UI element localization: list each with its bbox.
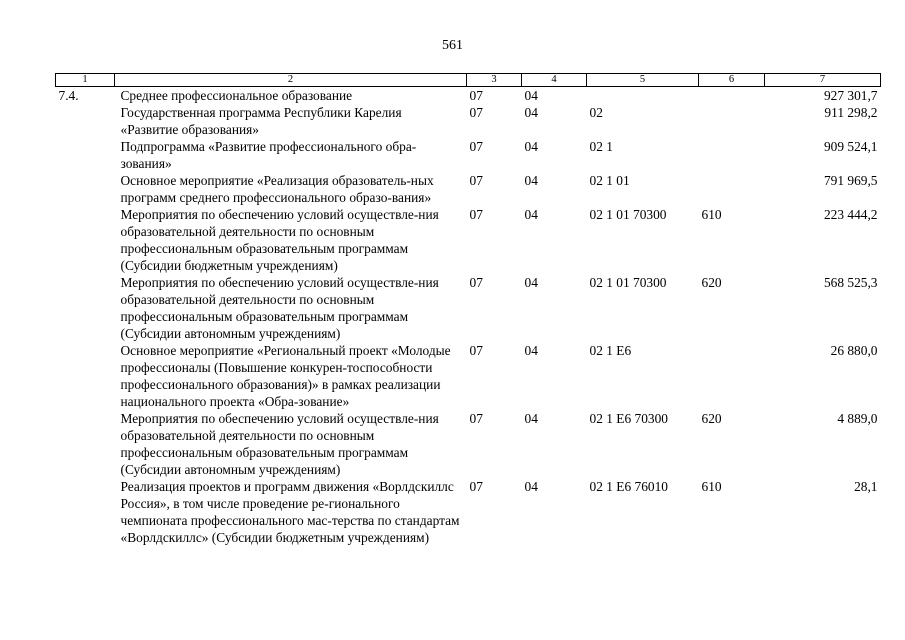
table-row (56, 206, 881, 274)
row-name: Основное мероприятие «Реализация образователь-ных программ среднего профессионального образо-вания» (120, 173, 434, 205)
table-row (56, 87, 881, 105)
row-section: 07 (469, 173, 483, 188)
row-name: Мероприятия по обеспечению условий осуществле-ния образовательной деятельности по основным профессиональным образовательным программам (Субсидии бюджетным учреждениям) (120, 207, 439, 273)
row-expense-type: 620 (701, 275, 722, 290)
row-section: 07 (469, 479, 483, 494)
row-name: Среднее профессиональное образование (120, 88, 353, 103)
row-amount: 4 889,0 (837, 411, 878, 426)
row-amount: 568 525,3 (823, 275, 878, 290)
row-expense-type (699, 87, 765, 105)
row-subsection: 04 (524, 411, 538, 426)
row-target-article: 02 (589, 105, 603, 120)
row-subsection: 04 (524, 139, 538, 154)
header-col-7: 7 (765, 74, 881, 87)
row-section: 07 (469, 411, 483, 426)
row-target-article: 02 1 01 70300 (589, 275, 667, 290)
row-target-article: 02 1 01 (589, 173, 630, 188)
row-amount: 911 298,2 (824, 105, 878, 120)
table-row (56, 104, 881, 138)
row-number (56, 172, 115, 206)
row-amount: 26 880,0 (830, 343, 878, 358)
row-name: Государственная программа Республики Карелия «Развитие образования» (120, 105, 402, 137)
row-expense-type: 610 (701, 479, 722, 494)
row-name: Реализация проектов и программ движения «Ворлдскиллс Россия», в том числе проведение ре-гионального чемпионата профессионального мас-терства по стандартам «Ворлдскиллс» (Субсидии бюджетным учреждениям) (120, 479, 460, 545)
row-subsection: 04 (524, 343, 538, 358)
budget-table (55, 73, 881, 546)
header-col-4: 4 (522, 74, 587, 87)
row-expense-type (699, 138, 765, 172)
row-target-article: 02 1 (589, 139, 613, 154)
header-col-2: 2 (115, 74, 467, 87)
row-number: 7.4. (58, 88, 79, 103)
row-amount: 791 969,5 (823, 173, 878, 188)
row-amount: 927 301,7 (823, 88, 878, 103)
row-section: 07 (469, 88, 483, 103)
row-name: Мероприятия по обеспечению условий осуществле-ния образовательной деятельности по основным профессиональным образовательным программам (Субсидии автономным учреждениям) (120, 275, 439, 341)
row-section: 07 (469, 275, 483, 290)
table-header (56, 74, 881, 87)
row-expense-type (699, 172, 765, 206)
header-col-3: 3 (467, 74, 522, 87)
row-number (56, 342, 115, 410)
row-subsection: 04 (524, 173, 538, 188)
table-row (56, 342, 881, 410)
table-row (56, 138, 881, 172)
table-row (56, 410, 881, 478)
page-number: 561 (442, 38, 463, 53)
row-number (56, 478, 115, 546)
row-subsection: 04 (524, 88, 538, 103)
row-section: 07 (469, 105, 483, 120)
row-target-article: 02 1 E6 (589, 343, 632, 358)
row-subsection: 04 (524, 479, 538, 494)
row-subsection: 04 (524, 275, 538, 290)
header-col-1: 1 (56, 74, 115, 87)
row-name: Мероприятия по обеспечению условий осуществле-ния образовательной деятельности по основным профессиональным образовательным программам (Субсидии автономным учреждениям) (120, 411, 439, 477)
row-number (56, 104, 115, 138)
row-amount: 28,1 (854, 479, 878, 494)
row-section: 07 (469, 207, 483, 222)
row-target-article (587, 87, 699, 105)
row-target-article: 02 1 E6 70300 (589, 411, 668, 426)
row-section: 07 (469, 343, 483, 358)
row-target-article: 02 1 01 70300 (589, 207, 667, 222)
header-col-5: 5 (587, 74, 699, 87)
row-expense-type: 620 (701, 411, 722, 426)
row-name: Подпрограмма «Развитие профессионального обра-зования» (120, 139, 417, 171)
row-number (56, 274, 115, 342)
row-subsection: 04 (524, 207, 538, 222)
table-body (56, 87, 881, 547)
row-amount: 909 524,1 (823, 139, 878, 154)
row-amount: 223 444,2 (823, 207, 878, 222)
header-row (56, 74, 881, 87)
table-row (56, 478, 881, 546)
row-target-article: 02 1 E6 76010 (589, 479, 668, 494)
row-expense-type: 610 (701, 207, 722, 222)
row-expense-type (699, 104, 765, 138)
row-section: 07 (469, 139, 483, 154)
table-row (56, 172, 881, 206)
header-col-6: 6 (699, 74, 765, 87)
row-subsection: 04 (524, 105, 538, 120)
row-number (56, 410, 115, 478)
row-number (56, 138, 115, 172)
table-row (56, 274, 881, 342)
row-name: Основное мероприятие «Региональный проект «Молодые профессионалы (Повышение конкурен-тоспособности профессионального образования)» в рамках реализации национального проекта «Обра-зование» (120, 343, 451, 409)
row-expense-type (699, 342, 765, 410)
row-number (56, 206, 115, 274)
